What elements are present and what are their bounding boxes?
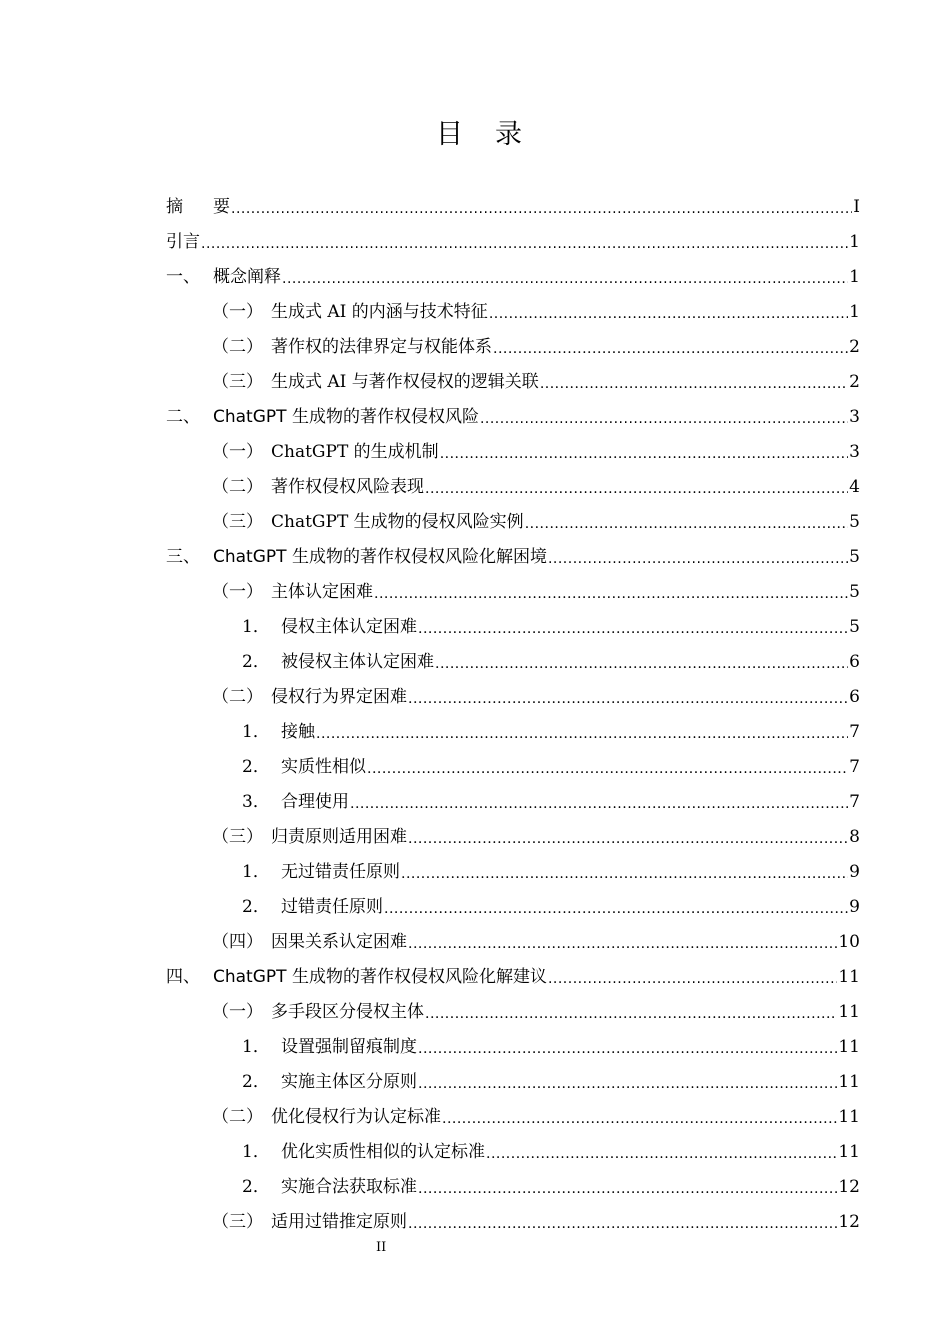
toc-entry[interactable] [166, 645, 860, 680]
toc-dot-leader [435, 647, 848, 682]
toc-entry-number: （三） [212, 827, 263, 847]
toc-entry-label: ChatGPT 生成物的著作权侵权风险化解建议 [213, 967, 547, 987]
toc-dot-leader [367, 752, 848, 787]
toc-entry-number: （一） [212, 582, 263, 602]
toc-entry-number: 四、 [166, 967, 200, 987]
toc-entry-page: 11 [838, 1037, 860, 1057]
page-title: 目录 [436, 119, 554, 150]
toc-entry-page: 11 [838, 1107, 860, 1127]
toc-entry-page: 7 [849, 722, 860, 742]
toc-entry-number: 1． [242, 1142, 270, 1162]
toc-entry-number: （一） [212, 1002, 263, 1022]
toc-dot-leader [201, 227, 848, 262]
toc-entry-page: 5 [849, 512, 860, 532]
toc-entry-number: 2． [242, 757, 270, 777]
toc-entry[interactable] [166, 960, 860, 995]
toc-entry[interactable] [166, 610, 860, 645]
toc-entry-label: 优化实质性相似的认定标准 [281, 1142, 485, 1162]
toc-entry-label: ChatGPT 的生成机制 [271, 442, 439, 462]
toc-entry-page: 7 [849, 757, 860, 777]
toc-dot-leader [442, 1102, 837, 1137]
toc-entry[interactable] [166, 1065, 860, 1100]
toc-entry-label: 概念阐释 [213, 267, 281, 287]
toc-entry-label: 主体认定困难 [271, 582, 373, 602]
toc-entry[interactable] [166, 925, 860, 960]
toc-entry[interactable] [166, 470, 860, 505]
toc-entry[interactable] [166, 435, 860, 470]
toc-entry-page: 7 [849, 792, 860, 812]
toc-entry-page: I [853, 197, 860, 217]
toc-entry[interactable] [166, 995, 860, 1030]
toc-entry-label: 优化侵权行为认定标准 [271, 1107, 441, 1127]
toc-dot-leader [425, 472, 848, 507]
toc-dot-leader [493, 332, 848, 367]
toc-entry-page: 9 [849, 862, 860, 882]
toc-entry-label: 侵权行为界定困难 [271, 687, 407, 707]
toc-entry-label: ChatGPT 生成物的侵权风险实例 [271, 512, 524, 532]
toc-entry[interactable] [166, 505, 860, 540]
toc-dot-leader [440, 437, 848, 472]
toc-dot-leader [374, 577, 848, 612]
toc-entry-label: 实施主体区分原则 [281, 1072, 417, 1092]
toc-entry-page: 1 [849, 302, 860, 322]
page-number: II [376, 1240, 387, 1255]
toc-dot-leader [489, 297, 848, 332]
toc-dot-leader [418, 1067, 837, 1102]
toc-entry[interactable] [166, 295, 860, 330]
toc-entry[interactable] [166, 820, 860, 855]
toc-entry[interactable] [166, 680, 860, 715]
toc-dot-leader [401, 857, 848, 892]
toc-entry[interactable] [166, 1170, 860, 1205]
toc-entry-page: 12 [838, 1212, 860, 1232]
toc-entry-label: 过错责任原则 [281, 897, 383, 917]
toc-entry-label: 实施合法获取标准 [281, 1177, 417, 1197]
toc-dot-leader [418, 612, 848, 647]
toc-entry-page: 2 [849, 372, 860, 392]
toc-entry-page: 11 [838, 1072, 860, 1092]
toc-entry-number: （二） [212, 337, 263, 357]
toc-entry-page: 11 [838, 1142, 860, 1162]
toc-entry[interactable] [166, 190, 860, 225]
toc-entry[interactable] [166, 1135, 860, 1170]
toc-entry-number: 三、 [166, 547, 200, 567]
toc-entry-page: 4 [849, 477, 860, 497]
toc-entry-number: （一） [212, 302, 263, 322]
toc-entry-number: 2． [242, 1177, 270, 1197]
toc-entry-number: （一） [212, 442, 263, 462]
toc-entry[interactable] [166, 365, 860, 400]
toc-entry-page: 3 [849, 442, 860, 462]
toc-entry-number: 2． [242, 652, 270, 672]
toc-dot-leader [282, 262, 848, 297]
toc-entry-label: 设置强制留痕制度 [281, 1037, 417, 1057]
toc-dot-leader [350, 787, 848, 822]
toc-entry[interactable] [166, 1100, 860, 1135]
toc-entry-label: 归责原则适用困难 [271, 827, 407, 847]
toc-entry-number: 一、 [166, 267, 200, 287]
toc-dot-leader [231, 192, 852, 227]
table-of-contents [166, 190, 860, 1240]
toc-dot-leader [418, 1032, 837, 1067]
toc-dot-leader [540, 367, 848, 402]
toc-entry-label: 侵权主体认定困难 [281, 617, 417, 637]
toc-entry-page: 11 [838, 1002, 860, 1022]
toc-entry-label: 著作权侵权风险表现 [271, 477, 424, 497]
toc-entry-page: 11 [838, 967, 860, 987]
toc-entry-page: 6 [849, 652, 860, 672]
toc-entry[interactable] [166, 330, 860, 365]
toc-entry-number: 1． [242, 1037, 270, 1057]
toc-entry-number: 1． [242, 862, 270, 882]
toc-entry-page: 2 [849, 337, 860, 357]
toc-entry-number: 二、 [166, 407, 200, 427]
toc-entry-label: 因果关系认定困难 [271, 932, 407, 952]
toc-dot-leader [525, 507, 848, 542]
toc-dot-leader [486, 1137, 837, 1172]
toc-entry-label: 生成式 AI 与著作权侵权的逻辑关联 [271, 372, 539, 392]
toc-entry-label: 合理使用 [281, 792, 349, 812]
toc-entry-number: 2． [242, 1072, 270, 1092]
toc-entry-page: 5 [849, 547, 860, 567]
toc-dot-leader [408, 682, 848, 717]
toc-entry-label: 被侵权主体认定困难 [281, 652, 434, 672]
toc-entry[interactable] [166, 855, 860, 890]
toc-entry-label: 生成式 AI 的内涵与技术特征 [271, 302, 488, 322]
toc-entry-number: （三） [212, 372, 263, 392]
toc-entry-number: 1． [242, 617, 270, 637]
toc-entry-number: （三） [212, 512, 263, 532]
toc-entry-label: 接触 [281, 722, 315, 742]
toc-dot-leader [384, 892, 848, 927]
toc-entry-number: （四） [212, 932, 263, 952]
toc-entry-page: 6 [849, 687, 860, 707]
toc-entry-page: 1 [849, 267, 860, 287]
toc-entry-label: 著作权的法律界定与权能体系 [271, 337, 492, 357]
toc-entry-number: 2． [242, 897, 270, 917]
toc-entry[interactable] [166, 1030, 860, 1065]
toc-entry-page: 10 [838, 932, 860, 952]
toc-entry[interactable] [166, 785, 860, 820]
toc-entry-page: 3 [849, 407, 860, 427]
toc-entry-number: 摘 [166, 197, 183, 217]
toc-entry-label: 要 [213, 197, 230, 217]
toc-entry-label: 无过错责任原则 [281, 862, 400, 882]
toc-entry[interactable] [166, 260, 860, 295]
toc-entry-label: ChatGPT 生成物的著作权侵权风险 [213, 407, 479, 427]
toc-entry[interactable] [166, 1205, 860, 1240]
toc-dot-leader [316, 717, 848, 752]
toc-entry-number: （二） [212, 1107, 263, 1127]
toc-entry-page: 5 [849, 617, 860, 637]
toc-entry[interactable] [166, 225, 860, 260]
toc-entry[interactable] [166, 540, 860, 575]
toc-entry[interactable] [166, 575, 860, 610]
toc-entry-number: 3． [242, 792, 270, 812]
toc-entry[interactable] [166, 890, 860, 925]
toc-entry-label: 实质性相似 [281, 757, 366, 777]
toc-entry-label: 引言 [166, 232, 200, 252]
toc-entry-number: （二） [212, 687, 263, 707]
toc-entry[interactable] [166, 400, 860, 435]
toc-entry-label: 多手段区分侵权主体 [271, 1002, 424, 1022]
toc-dot-leader [408, 1207, 837, 1242]
toc-entry-page: 5 [849, 582, 860, 602]
toc-entry-number: （二） [212, 477, 263, 497]
toc-entry[interactable] [166, 750, 860, 785]
toc-dot-leader [480, 402, 848, 437]
toc-dot-leader [425, 997, 837, 1032]
toc-entry-label: ChatGPT 生成物的著作权侵权风险化解困境 [213, 547, 547, 567]
toc-dot-leader [548, 962, 837, 997]
toc-entry[interactable] [166, 715, 860, 750]
toc-entry-number: （三） [212, 1212, 263, 1232]
toc-dot-leader [408, 927, 837, 962]
toc-dot-leader [418, 1172, 837, 1207]
toc-entry-page: 8 [849, 827, 860, 847]
toc-dot-leader [408, 822, 848, 857]
toc-entry-page: 12 [838, 1177, 860, 1197]
toc-entry-page: 1 [849, 232, 860, 252]
toc-entry-label: 适用过错推定原则 [271, 1212, 407, 1232]
toc-dot-leader [548, 542, 848, 577]
toc-entry-page: 9 [849, 897, 860, 917]
toc-entry-number: 1． [242, 722, 270, 742]
